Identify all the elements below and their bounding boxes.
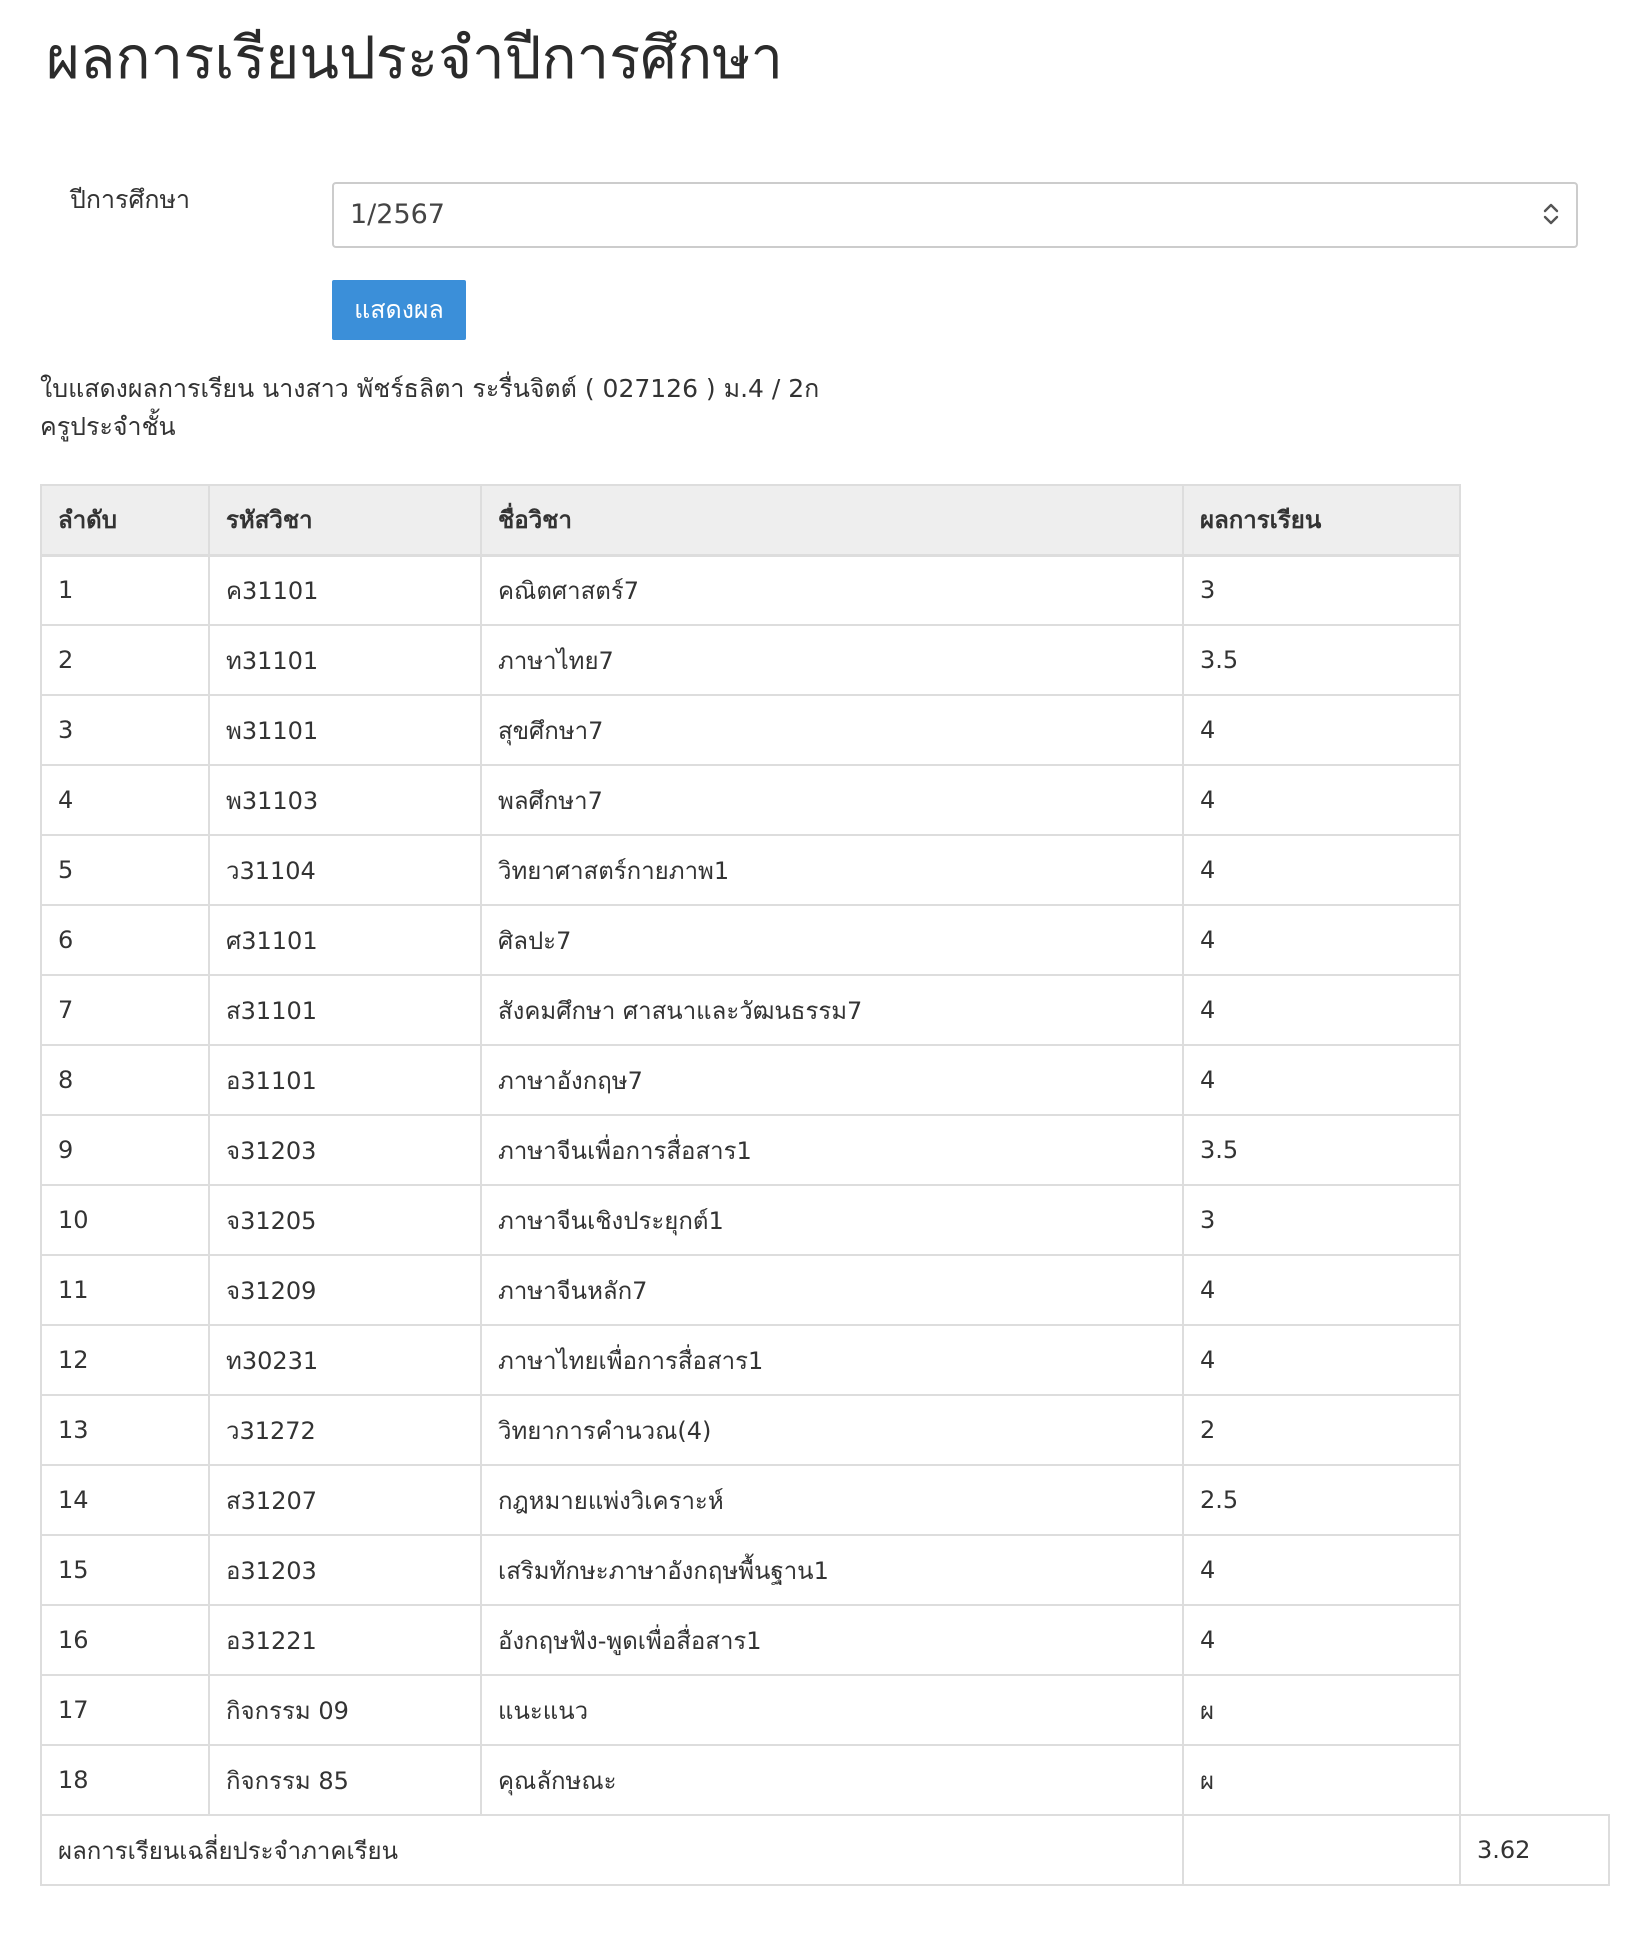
cell-subject-code: พ31101: [209, 695, 481, 765]
cell-grade: 3: [1183, 1185, 1460, 1255]
cell-order: 1: [41, 555, 209, 625]
cell-subject-name: เสริมทักษะภาษาอังกฤษพื้นฐาน1: [481, 1535, 1183, 1605]
row-spacer: [1460, 1255, 1609, 1325]
cell-subject-name: ภาษาอังกฤษ7: [481, 1045, 1183, 1115]
page-title: ผลการเรียนประจำปีการศึกษา: [46, 24, 784, 92]
cell-grade: ผ: [1183, 1745, 1460, 1815]
row-spacer: [1460, 835, 1609, 905]
report-info: [40, 370, 819, 446]
grades-body: [41, 555, 1609, 1815]
header-spacer: [1460, 485, 1609, 555]
cell-subject-name: ศิลปะ7: [481, 905, 1183, 975]
table-row: [41, 1745, 1609, 1815]
cell-subject-code: ว31272: [209, 1395, 481, 1465]
cell-grade: 4: [1183, 835, 1460, 905]
cell-order: 13: [41, 1395, 209, 1465]
cell-grade: 4: [1183, 1045, 1460, 1115]
cell-grade: 4: [1183, 1255, 1460, 1325]
table-row: [41, 1605, 1609, 1675]
table-header-row: [41, 485, 1609, 555]
year-label: ปีการศึกษา: [70, 185, 190, 214]
cell-grade: 3.5: [1183, 625, 1460, 695]
row-spacer: [1460, 1465, 1609, 1535]
cell-subject-name: วิทยาการคำนวณ(4): [481, 1395, 1183, 1465]
cell-subject-code: อ31101: [209, 1045, 481, 1115]
row-spacer: [1460, 1115, 1609, 1185]
row-spacer: [1460, 1745, 1609, 1815]
grades-table: [40, 484, 1610, 1886]
cell-grade: 4: [1183, 1325, 1460, 1395]
cell-order: 9: [41, 1115, 209, 1185]
chevron-up-down-icon: [1540, 198, 1562, 230]
cell-order: 16: [41, 1605, 209, 1675]
cell-grade: 4: [1183, 695, 1460, 765]
table-row: [41, 1115, 1609, 1185]
cell-subject-name: สุขศึกษา7: [481, 695, 1183, 765]
gpa-label: ผลการเรียนเฉลี่ยประจำภาคเรียน: [41, 1815, 1183, 1885]
table-row: [41, 695, 1609, 765]
table-row: [41, 1535, 1609, 1605]
cell-subject-code: ท31101: [209, 625, 481, 695]
row-spacer: [1460, 555, 1609, 625]
cell-subject-code: ค31101: [209, 555, 481, 625]
cell-grade: 4: [1183, 975, 1460, 1045]
cell-grade: 2.5: [1183, 1465, 1460, 1535]
table-row: [41, 625, 1609, 695]
gpa-empty-cell: [1183, 1815, 1460, 1885]
table-row: [41, 1045, 1609, 1115]
row-spacer: [1460, 1395, 1609, 1465]
cell-subject-code: ศ31101: [209, 905, 481, 975]
cell-order: 10: [41, 1185, 209, 1255]
cell-subject-code: อ31221: [209, 1605, 481, 1675]
cell-subject-code: กิจกรรม 85: [209, 1745, 481, 1815]
cell-subject-name: สังคมศึกษา ศาสนาและวัฒนธรรม7: [481, 975, 1183, 1045]
cell-subject-name: คุณลักษณะ: [481, 1745, 1183, 1815]
gpa-value: 3.62: [1460, 1815, 1609, 1885]
cell-order: 15: [41, 1535, 209, 1605]
gpa-row: [41, 1815, 1609, 1885]
cell-subject-code: จ31205: [209, 1185, 481, 1255]
cell-subject-code: ว31104: [209, 835, 481, 905]
cell-order: 4: [41, 765, 209, 835]
row-spacer: [1460, 975, 1609, 1045]
homeroom-teacher-line: ครูประจำชั้น: [40, 412, 176, 441]
cell-grade: 4: [1183, 1605, 1460, 1675]
row-spacer: [1460, 765, 1609, 835]
cell-grade: 3.5: [1183, 1115, 1460, 1185]
cell-subject-code: ส31207: [209, 1465, 481, 1535]
header-grade: ผลการเรียน: [1183, 485, 1460, 555]
table-row: [41, 555, 1609, 625]
cell-subject-name: ภาษาจีนเพื่อการสื่อสาร1: [481, 1115, 1183, 1185]
row-spacer: [1460, 905, 1609, 975]
row-spacer: [1460, 1675, 1609, 1745]
cell-subject-code: ท30231: [209, 1325, 481, 1395]
cell-order: 17: [41, 1675, 209, 1745]
cell-grade: 3: [1183, 555, 1460, 625]
cell-subject-name: ภาษาจีนเชิงประยุกต์1: [481, 1185, 1183, 1255]
table-row: [41, 1395, 1609, 1465]
table-row: [41, 835, 1609, 905]
cell-grade: ผ: [1183, 1675, 1460, 1745]
cell-subject-code: อ31203: [209, 1535, 481, 1605]
row-spacer: [1460, 625, 1609, 695]
cell-subject-name: ภาษาไทยเพื่อการสื่อสาร1: [481, 1325, 1183, 1395]
cell-subject-name: วิทยาศาสตร์กายภาพ1: [481, 835, 1183, 905]
row-spacer: [1460, 1535, 1609, 1605]
cell-subject-code: กิจกรรม 09: [209, 1675, 481, 1745]
cell-grade: 4: [1183, 1535, 1460, 1605]
cell-order: 3: [41, 695, 209, 765]
row-spacer: [1460, 1185, 1609, 1255]
table-row: [41, 1675, 1609, 1745]
cell-order: 2: [41, 625, 209, 695]
cell-grade: 4: [1183, 905, 1460, 975]
cell-order: 18: [41, 1745, 209, 1815]
cell-order: 11: [41, 1255, 209, 1325]
table-row: [41, 1255, 1609, 1325]
cell-subject-name: อังกฤษฟัง-พูดเพื่อสื่อสาร1: [481, 1605, 1183, 1675]
header-subject-name: ชื่อวิชา: [481, 485, 1183, 555]
header-order: ลำดับ: [41, 485, 209, 555]
table-row: [41, 1185, 1609, 1255]
cell-subject-name: ภาษาจีนหลัก7: [481, 1255, 1183, 1325]
cell-subject-code: พ31103: [209, 765, 481, 835]
header-subject-code: รหัสวิชา: [209, 485, 481, 555]
table-row: [41, 905, 1609, 975]
row-spacer: [1460, 695, 1609, 765]
cell-subject-name: คณิตศาสตร์7: [481, 555, 1183, 625]
table-row: [41, 765, 1609, 835]
cell-order: 8: [41, 1045, 209, 1115]
cell-subject-code: ส31101: [209, 975, 481, 1045]
cell-subject-name: กฎหมายแพ่งวิเคราะห์: [481, 1465, 1183, 1535]
cell-subject-name: พลศึกษา7: [481, 765, 1183, 835]
cell-order: 12: [41, 1325, 209, 1395]
year-select-value: 1/2567: [350, 199, 445, 230]
show-results-button[interactable]: แสดงผล: [332, 280, 466, 340]
row-spacer: [1460, 1045, 1609, 1115]
cell-subject-name: ภาษาไทย7: [481, 625, 1183, 695]
row-spacer: [1460, 1325, 1609, 1395]
year-select[interactable]: [332, 182, 1578, 248]
cell-grade: 4: [1183, 765, 1460, 835]
cell-subject-code: จ31203: [209, 1115, 481, 1185]
cell-order: 6: [41, 905, 209, 975]
cell-grade: 2: [1183, 1395, 1460, 1465]
cell-order: 5: [41, 835, 209, 905]
table-row: [41, 975, 1609, 1045]
row-spacer: [1460, 1605, 1609, 1675]
cell-subject-code: จ31209: [209, 1255, 481, 1325]
cell-order: 7: [41, 975, 209, 1045]
cell-subject-name: แนะแนว: [481, 1675, 1183, 1745]
cell-order: 14: [41, 1465, 209, 1535]
student-info-line: ใบแสดงผลการเรียน นางสาว พัชร์ธลิตา ระรื่นจิตต์ ( 027126 ) ม.4 / 2ก: [40, 374, 820, 403]
table-row: [41, 1325, 1609, 1395]
table-row: [41, 1465, 1609, 1535]
